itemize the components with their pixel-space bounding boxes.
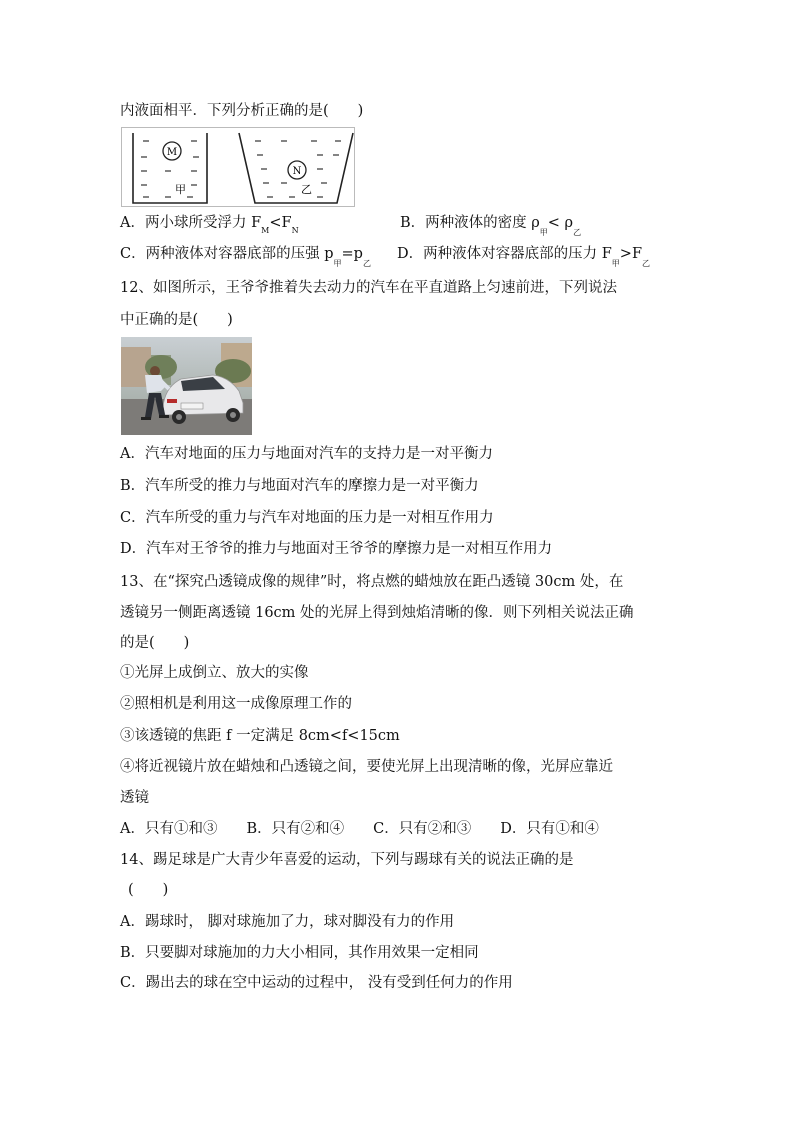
q13-item-3: ③该透镜的焦距 f 一定满足 8cm<f<15cm (120, 728, 400, 744)
q13-item-4-line2: 透镜 (120, 790, 149, 806)
q14-option-b: B．只要脚对球施加的力大小相同，其作用效果一定相同 (120, 945, 479, 961)
q13-item-2: ②照相机是利用这一成像原理工作的 (120, 696, 352, 712)
container-left-label: 甲 (175, 183, 186, 196)
q13-stem-line2: 透镜另一侧距离透镜 16cm 处的光屏上得到烛焰清晰的像．则下列相关说法正确 (120, 605, 634, 621)
ball-m-label: M (166, 147, 178, 158)
q14-stem-line2: ( ) (128, 882, 169, 898)
q12-option-b: B．汽车所受的推力与地面对汽车的摩擦力是一对平衡力 (120, 478, 479, 494)
car-pushing-image (121, 337, 252, 435)
ball-n-label: N (292, 166, 302, 177)
q11-option-c: C．两种液体对容器底部的压强 $p_甲=p_乙$ (120, 246, 371, 268)
q12-option-d: D．汽车对王爷爷的推力与地面对王爷爷的摩擦力是一对相互作用力 (120, 541, 553, 557)
q11-stem-tail: 内液面相平．下列分析正确的是( ) (120, 103, 364, 119)
q13-item-4-line1: ④将近视镜片放在蜡烛和凸透镜之间，要使光屏上出现清晰的像，光屏应靠近 (120, 759, 613, 775)
q11-option-a: A．两小球所受浮力 $F_M<F_N$ (120, 215, 299, 235)
q13-stem-line1: 13、在“探究凸透镜成像的规律”时，将点燃的蜡烛放在距凸透镜 30cm 处，在 (120, 574, 624, 590)
q13-options: A．只有①和③ B．只有②和④ C．只有②和③ D．只有①和④ (120, 821, 599, 837)
q12-stem-line2: 中正确的是( ) (120, 312, 233, 328)
q12-stem-line1: 12、如图所示，王爷爷推着失去动力的汽车在平直道路上匀速前进，下列说法 (120, 280, 617, 296)
figure-frame (122, 128, 355, 207)
q14-option-a: A．踢球时， 脚对球施加了力，球对脚没有力的作用 (120, 914, 455, 930)
q12-option-c: C．汽车所受的重力与汽车对地面的压力是一对相互作用力 (120, 510, 494, 526)
q14-option-c: C．踢出去的球在空中运动的过程中， 没有受到任何力的作用 (120, 975, 513, 991)
q12-car-photo (121, 337, 252, 435)
q13-stem-line3: 的是( ) (120, 635, 190, 651)
q14-stem-line1: 14、踢足球是广大青少年喜爱的运动，下列与踢球有关的说法正确的是 (120, 852, 574, 868)
q11-option-d: D．两种液体对容器底部的压力 $F_甲>F_乙$ (397, 246, 651, 268)
container-right-label: 乙 (301, 183, 312, 196)
q11-containers-figure (121, 127, 355, 207)
q12-option-a: A．汽车对地面的压力与地面对汽车的支持力是一对平衡力 (120, 446, 493, 462)
q11-option-b: B．两种液体的密度 $\rho_甲< \rho_乙$ (400, 215, 582, 237)
q13-item-1: ①光屏上成倒立、放大的实像 (120, 665, 309, 681)
